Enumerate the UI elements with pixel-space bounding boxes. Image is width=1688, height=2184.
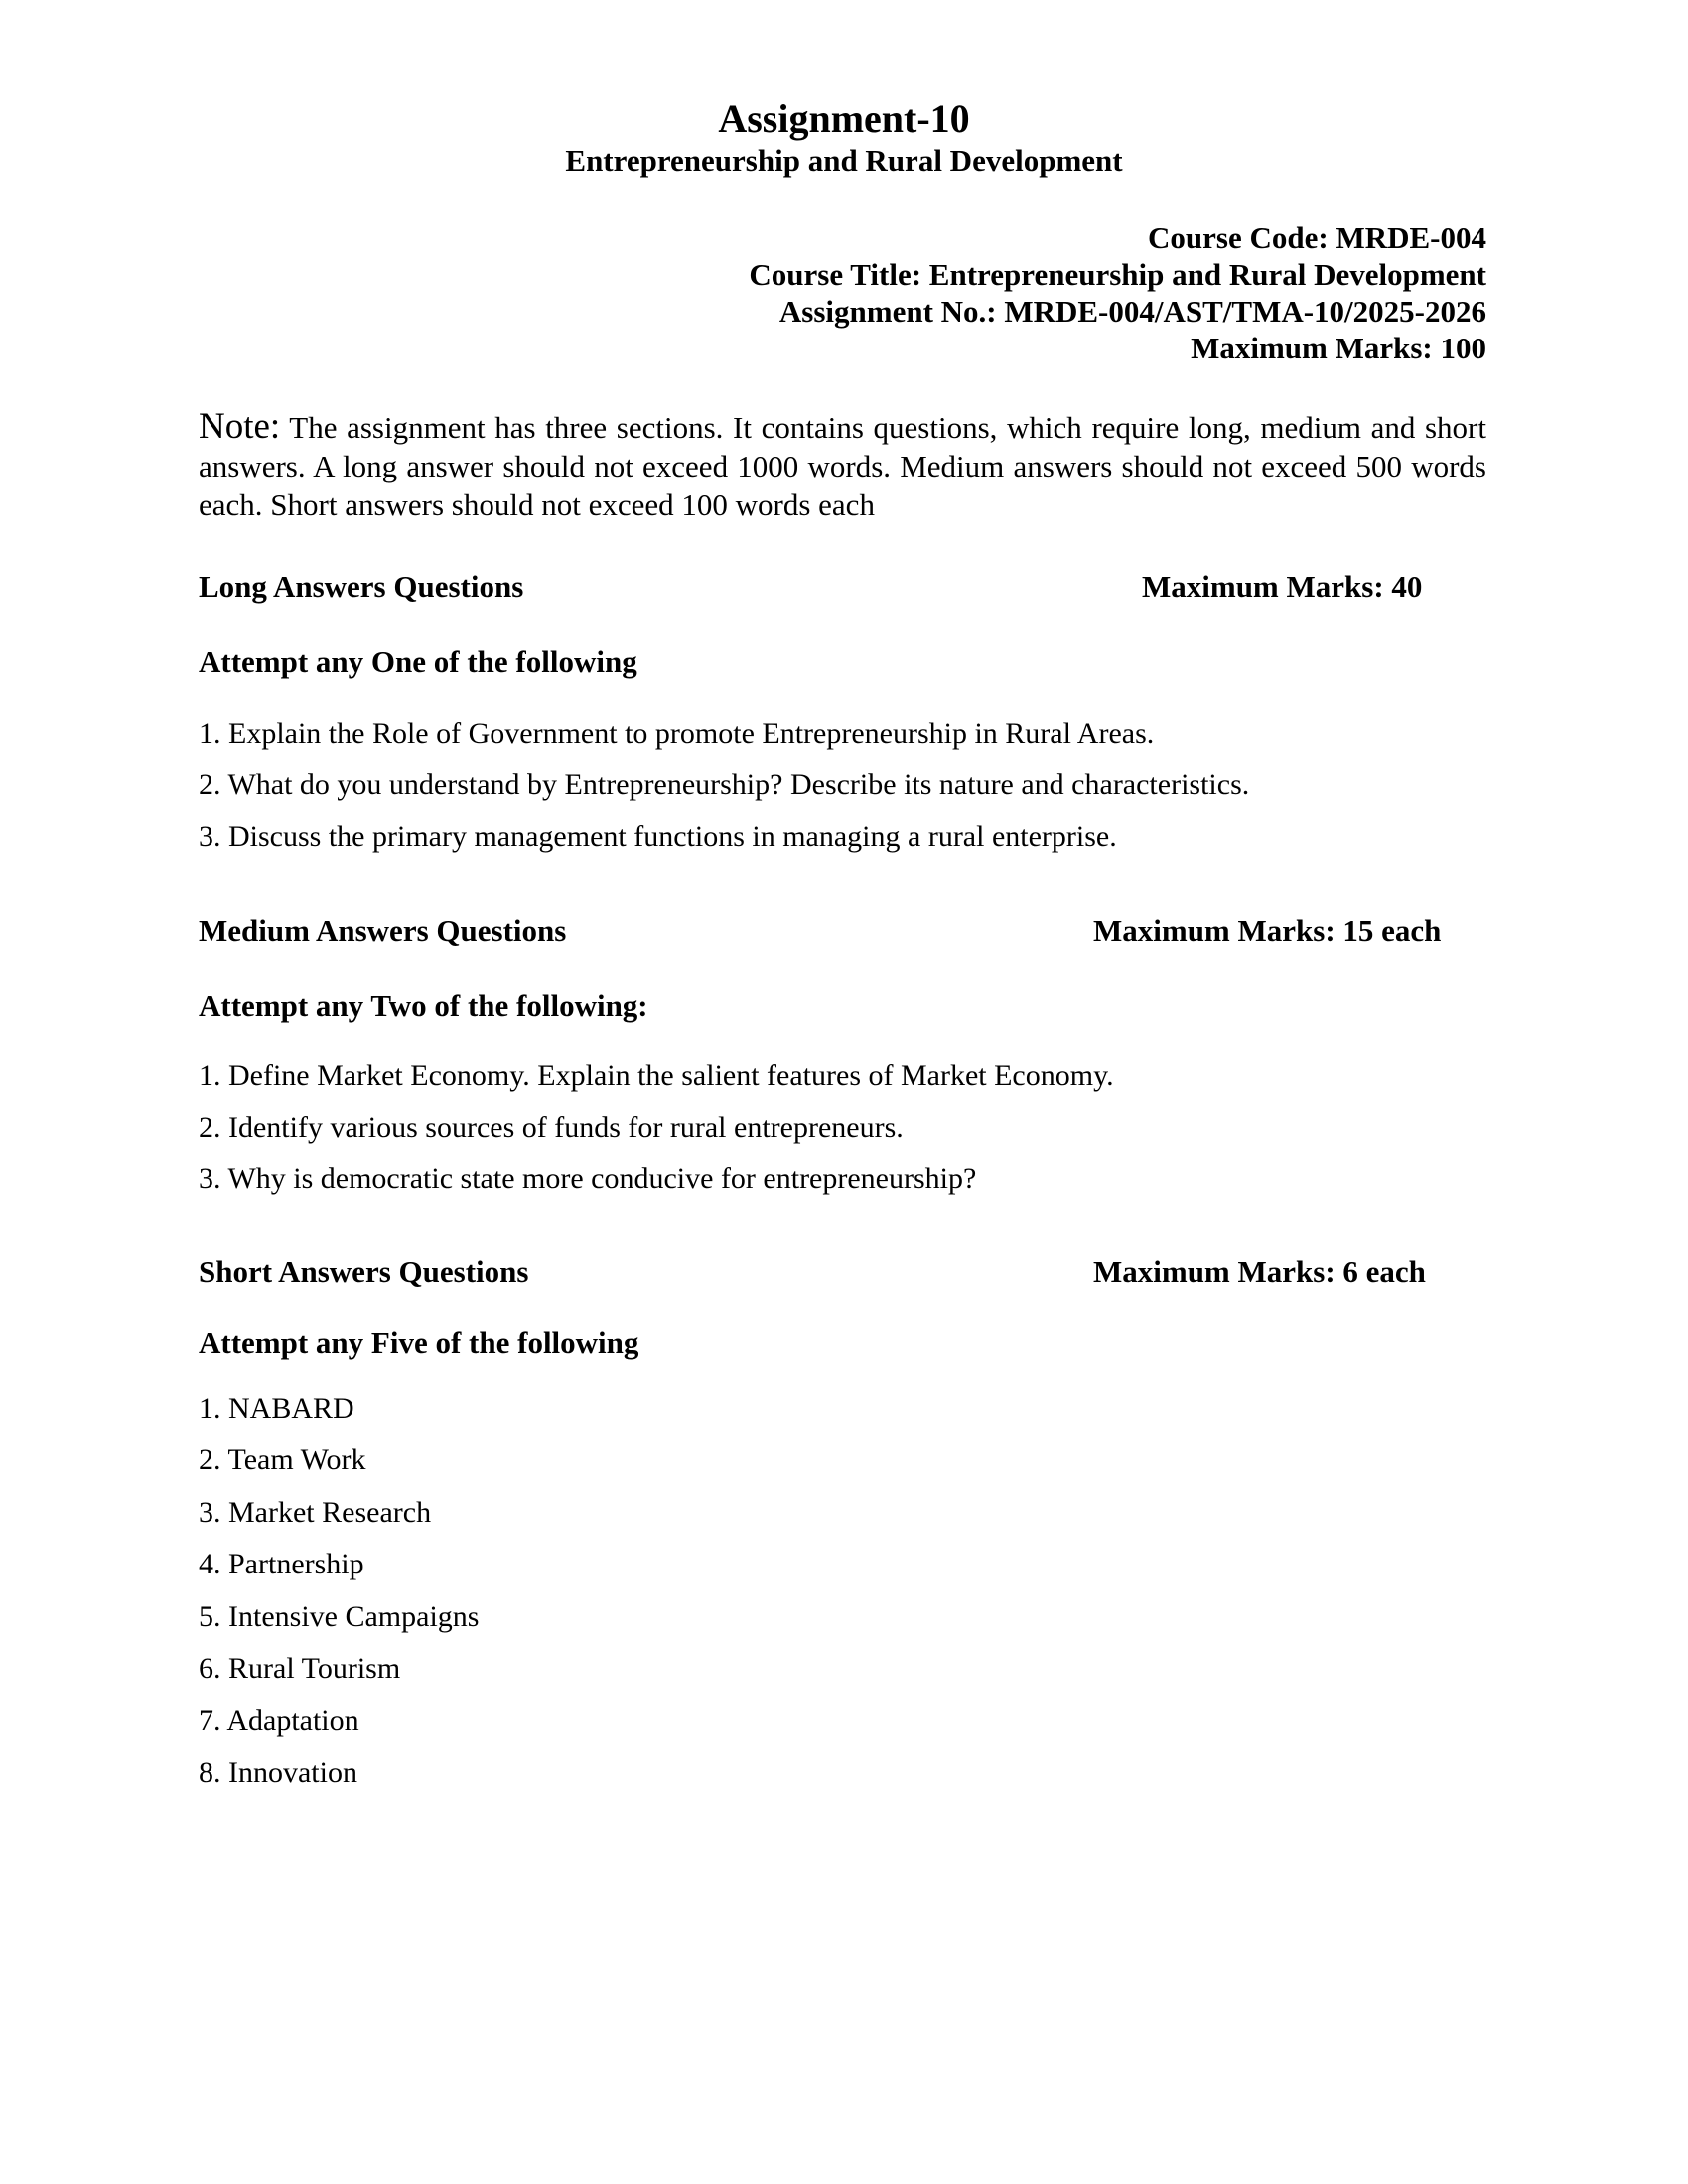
question-item: 2. What do you understand by Entrepreneurship? Describe its nature and characteristics. <box>199 768 1250 801</box>
question-item: 8. Innovation <box>199 1756 357 1789</box>
question-item: 7. Adaptation <box>199 1705 359 1737</box>
assignment-number: Assignment No.: MRDE-004/AST/TMA-10/2025-2026 <box>778 294 1486 329</box>
question-item: 4. Partnership <box>199 1548 364 1580</box>
course-code: Course Code: MRDE-004 <box>1148 220 1486 255</box>
section-instruction-long: Attempt any One of the following <box>199 644 637 679</box>
question-item: 2. Identify various sources of funds for rural entrepreneurs. <box>199 1111 904 1144</box>
course-title: Course Title: Entrepreneurship and Rural Development <box>749 257 1486 292</box>
section-marks-long: Maximum Marks: 40 <box>1142 569 1423 604</box>
assignment-subtitle: Entrepreneurship and Rural Development <box>565 143 1123 178</box>
question-item: 5. Intensive Campaigns <box>199 1600 480 1633</box>
note-paragraph <box>199 407 1486 524</box>
section-heading-medium: Medium Answers Questions <box>199 913 567 948</box>
section-instruction-medium: Attempt any Two of the following: <box>199 988 648 1023</box>
question-item: 3. Market Research <box>199 1496 432 1529</box>
section-heading-long: Long Answers Questions <box>199 569 524 604</box>
question-item: 3. Why is democratic state more conducive for entrepreneurship? <box>199 1162 977 1195</box>
section-heading-short: Short Answers Questions <box>199 1254 529 1289</box>
note-text: The assignment has three sections. It contains questions, which require long, medium and short answers. A long answer should not exceed 1000 words. Medium answers should not exceed 500 words each. Short answers should not exceed 100 words each <box>199 410 1486 522</box>
question-item: 3. Discuss the primary management functions in managing a rural enterprise. <box>199 820 1117 853</box>
question-item: 2. Team Work <box>199 1443 366 1476</box>
question-item: 6. Rural Tourism <box>199 1652 401 1685</box>
section-marks-short: Maximum Marks: 6 each <box>1093 1254 1426 1289</box>
maximum-marks-total: Maximum Marks: 100 <box>1191 331 1486 365</box>
question-item: 1. Define Market Economy. Explain the salient features of Market Economy. <box>199 1059 1114 1092</box>
question-item: 1. Explain the Role of Government to promote Entrepreneurship in Rural Areas. <box>199 717 1155 750</box>
question-item: 1. NABARD <box>199 1392 354 1425</box>
section-instruction-short: Attempt any Five of the following <box>199 1325 639 1360</box>
note-label: Note: <box>199 406 281 447</box>
section-marks-medium: Maximum Marks: 15 each <box>1093 913 1442 948</box>
assignment-title: Assignment-10 <box>718 96 970 141</box>
